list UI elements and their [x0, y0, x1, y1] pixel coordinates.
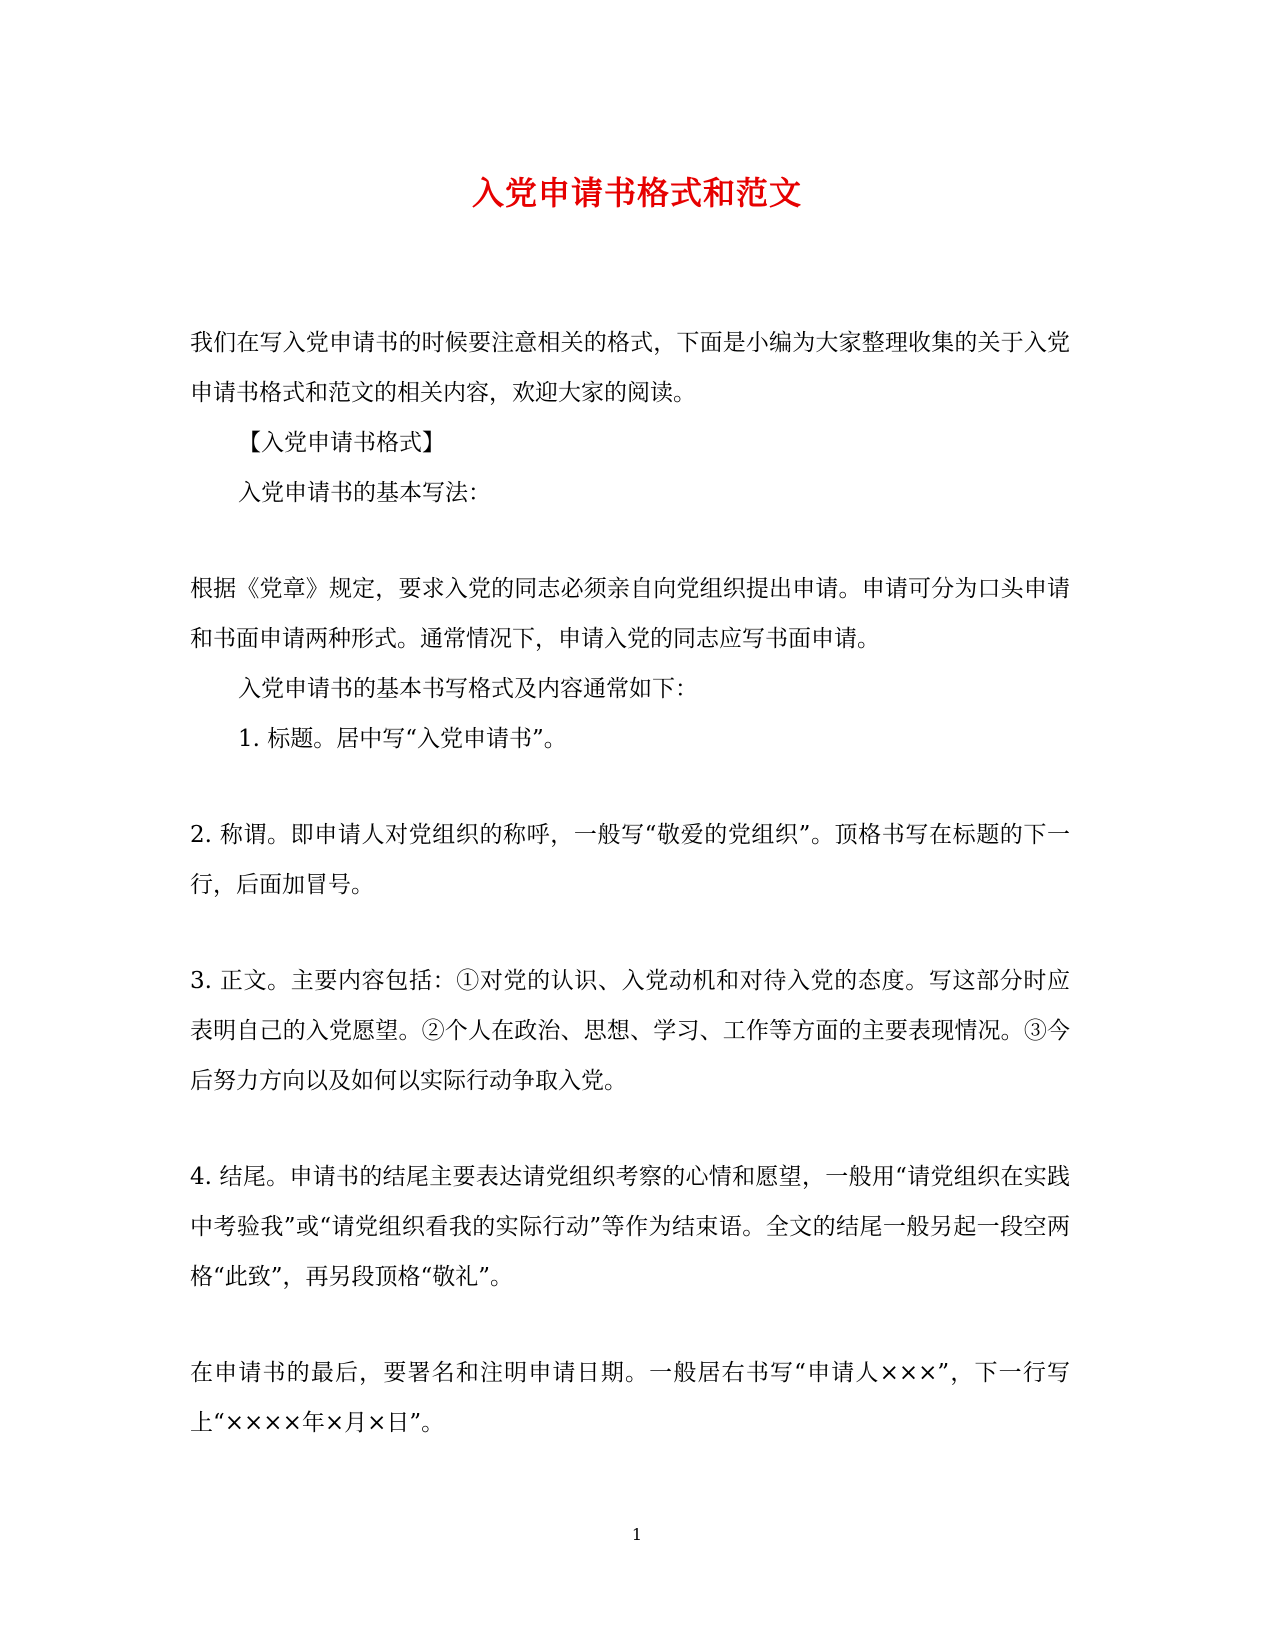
- charter-paragraph: 根据《党章》规定，要求入党的同志必须亲自向党组织提出申请。申请可分为口头申请和书面申请两种形式。通常情况下，申请入党的同志应写书面申请。: [190, 576, 1070, 652]
- basic-writing-heading: 入党申请书的基本写法：: [238, 480, 491, 506]
- page-number: 1: [631, 1525, 643, 1544]
- item-salutation-paragraph: 2. 称谓。即申请人对党组织的称呼，一般写“敬爱的党组织”。顶格书写在标题的下一行，后面加冒号。: [190, 822, 1070, 898]
- intro-paragraph: 我们在写入党申请书的时候要注意相关的格式，下面是小编为大家整理收集的关于入党申请书格式和范文的相关内容，欢迎大家的阅读。: [190, 330, 1070, 406]
- item-body-paragraph: 3. 正文。主要内容包括：①对党的认识、入党动机和对待入党的态度。写这部分时应表明自己的入党愿望。②个人在政治、思想、学习、工作等方面的主要表现情况。③今后努力方向以及如何以实际行动争取入党。: [190, 968, 1070, 1094]
- item-closing-paragraph: 4. 结尾。申请书的结尾主要表达请党组织考察的心情和愿望，一般用“请党组织在实践中考验我”或“请党组织看我的实际行动”等作为结束语。全文的结尾一般另起一段空两格“此致”，再另段顶格“敬礼”。: [190, 1164, 1070, 1290]
- document-title: 入党申请书格式和范文: [471, 174, 802, 212]
- signature-paragraph: 在申请书的最后，要署名和注明申请日期。一般居右书写“申请人×××”，下一行写上“××××年×月×日”。: [190, 1360, 1070, 1436]
- section-heading-format: 【入党申请书格式】: [238, 430, 445, 456]
- item-title-paragraph: 1. 标题。居中写“入党申请书”。: [238, 726, 567, 752]
- document-body: [190, 318, 1070, 1448]
- format-intro-paragraph: 入党申请书的基本书写格式及内容通常如下：: [238, 676, 698, 702]
